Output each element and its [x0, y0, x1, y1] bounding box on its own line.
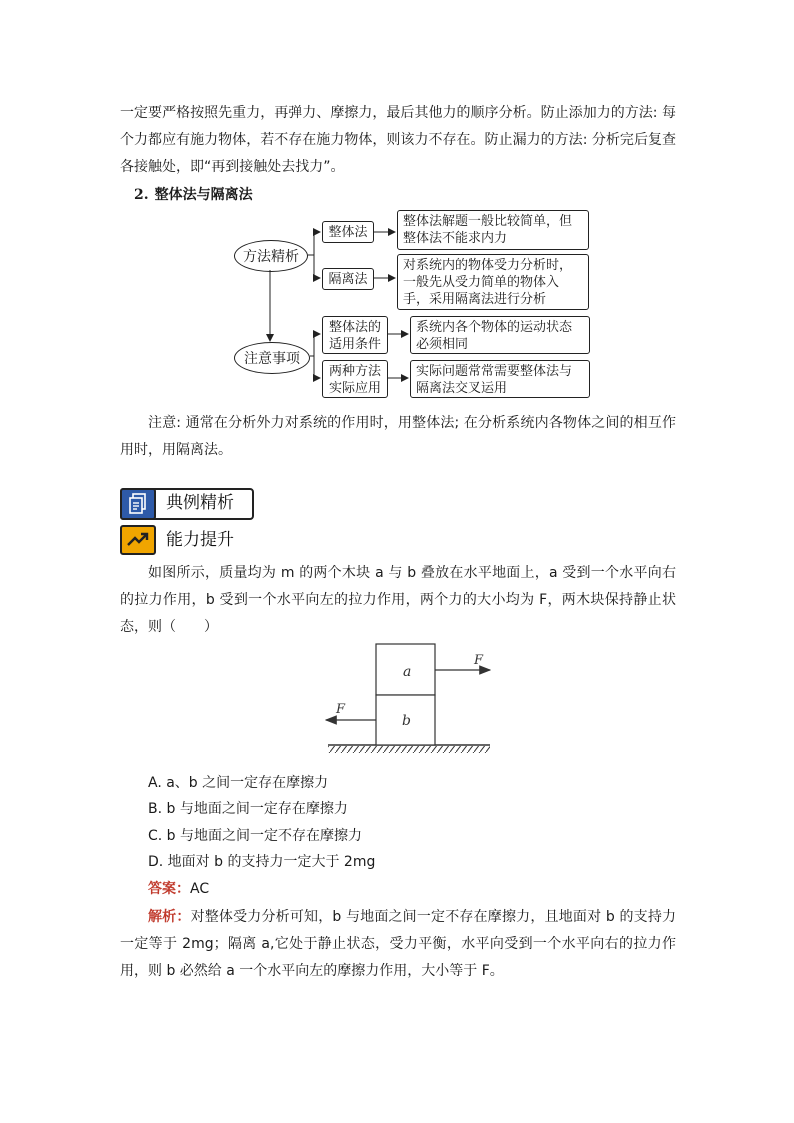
whole-conditions-desc: [410, 316, 590, 354]
section-number: 2.: [134, 187, 149, 203]
isolate-desc-line: 手，采用隔离法进行分析: [403, 292, 547, 307]
option-c: C. b 与地面之间一定不存在摩擦力: [148, 828, 363, 844]
application-desc-line: 隔离法交叉运用: [416, 381, 508, 396]
root-method-label: 方法精析: [243, 249, 299, 265]
question-text: 如图所示，质量均为 m 的两个木块 a 与 b 叠放在水平地面上，a 受到一个水平向右的拉力作用，b 受到一个水平向左的拉力作用，两个力的大小均为 F，两木块保持静止状态，则（ ）: [120, 565, 676, 635]
blocks-figure: [318, 640, 498, 760]
application-line: 两种方法: [328, 364, 381, 379]
intro-text: 一定要严格按照先重力，再弹力、摩擦力，最后其他力的顺序分析。防止添加力的方法: 每个力都应有施力物体，若不存在施力物体，则该力不存在。防止漏力的方法: 分析完后复查各接触处，即“再到接触处去找力”。: [120, 105, 676, 175]
ability-banner-title: 能力提升: [166, 530, 234, 550]
conditions-desc-line: 必须相同: [416, 337, 469, 352]
intro-paragraph: [120, 100, 676, 181]
isolate-desc-line: 一般先从受力简单的物体入: [403, 275, 560, 290]
option-b: B. b 与地面之间一定存在摩擦力: [148, 801, 348, 817]
whole-conditions-line: 整体法的: [328, 320, 381, 335]
answer-line: [148, 878, 209, 900]
whole-desc-line: 整体法解题一般比较简单，但: [403, 214, 573, 229]
examples-banner-title: 典例精析: [166, 493, 234, 513]
analysis-label: 解析：: [148, 909, 191, 925]
answer-value: AC: [190, 881, 210, 897]
whole-conditions-node: [322, 316, 388, 354]
option-a: A. a、b 之间一定存在摩擦力: [148, 775, 329, 791]
root-notes-label: 注意事项: [244, 351, 300, 367]
block-a-label: a: [403, 664, 412, 680]
analysis-text: 对整体受力分析可知，b 与地面之间一定不存在摩擦力，且地面对 b 的支持力一定等于 2mg；隔离 a,它处于静止状态，受力平衡，水平向受到一个水平向右的拉力作用，则 b 必然给 a 一个水平向左的摩擦力作用，大小等于 F。: [120, 909, 677, 979]
conditions-desc-line: 系统内各个物体的运动状态: [416, 320, 573, 335]
analysis-paragraph: [120, 904, 676, 985]
application-node: [322, 360, 388, 398]
root-method-node: [234, 240, 308, 272]
isolate-method-desc: [397, 254, 589, 310]
whole-method-desc: [397, 210, 589, 250]
method-mind-map: [232, 206, 594, 396]
section-heading: [134, 184, 259, 206]
application-line: 实际应用: [328, 381, 381, 396]
whole-method-node: [322, 221, 374, 243]
answer-label: 答案：: [148, 881, 190, 897]
whole-method-label: 整体法: [328, 225, 368, 240]
analysis-body: [120, 904, 676, 985]
application-desc-line: 实际问题常常需要整体法与: [416, 364, 573, 379]
question-paragraph: [120, 560, 676, 641]
note-text: 注意: 通常在分析外力对系统的作用时，用整体法; 在分析系统内各物体之间的相互作用时，用隔离法。: [120, 415, 676, 458]
trending-up-icon: [120, 525, 156, 555]
isolate-method-label: 隔离法: [328, 272, 368, 287]
whole-conditions-line: 适用条件: [328, 337, 381, 352]
block-b-label: b: [402, 713, 411, 729]
option-d: D. 地面对 b 的支持力一定大于 2mg: [148, 854, 376, 870]
blocks-diagram: [318, 640, 498, 760]
application-desc: [410, 360, 590, 398]
force-right-label: F: [474, 653, 484, 668]
examples-banner: [120, 488, 254, 518]
isolate-method-node: [322, 268, 374, 290]
document-icon: [120, 488, 156, 520]
section-title: 整体法与隔离法: [154, 187, 253, 203]
note-paragraph: [120, 410, 676, 464]
root-notes-node: [234, 342, 310, 374]
whole-desc-line: 整体法不能求内力: [403, 231, 508, 246]
force-left-label: F: [336, 702, 346, 717]
ability-banner: [120, 525, 250, 555]
isolate-desc-line: 对系统内的物体受力分析时，: [403, 258, 573, 273]
